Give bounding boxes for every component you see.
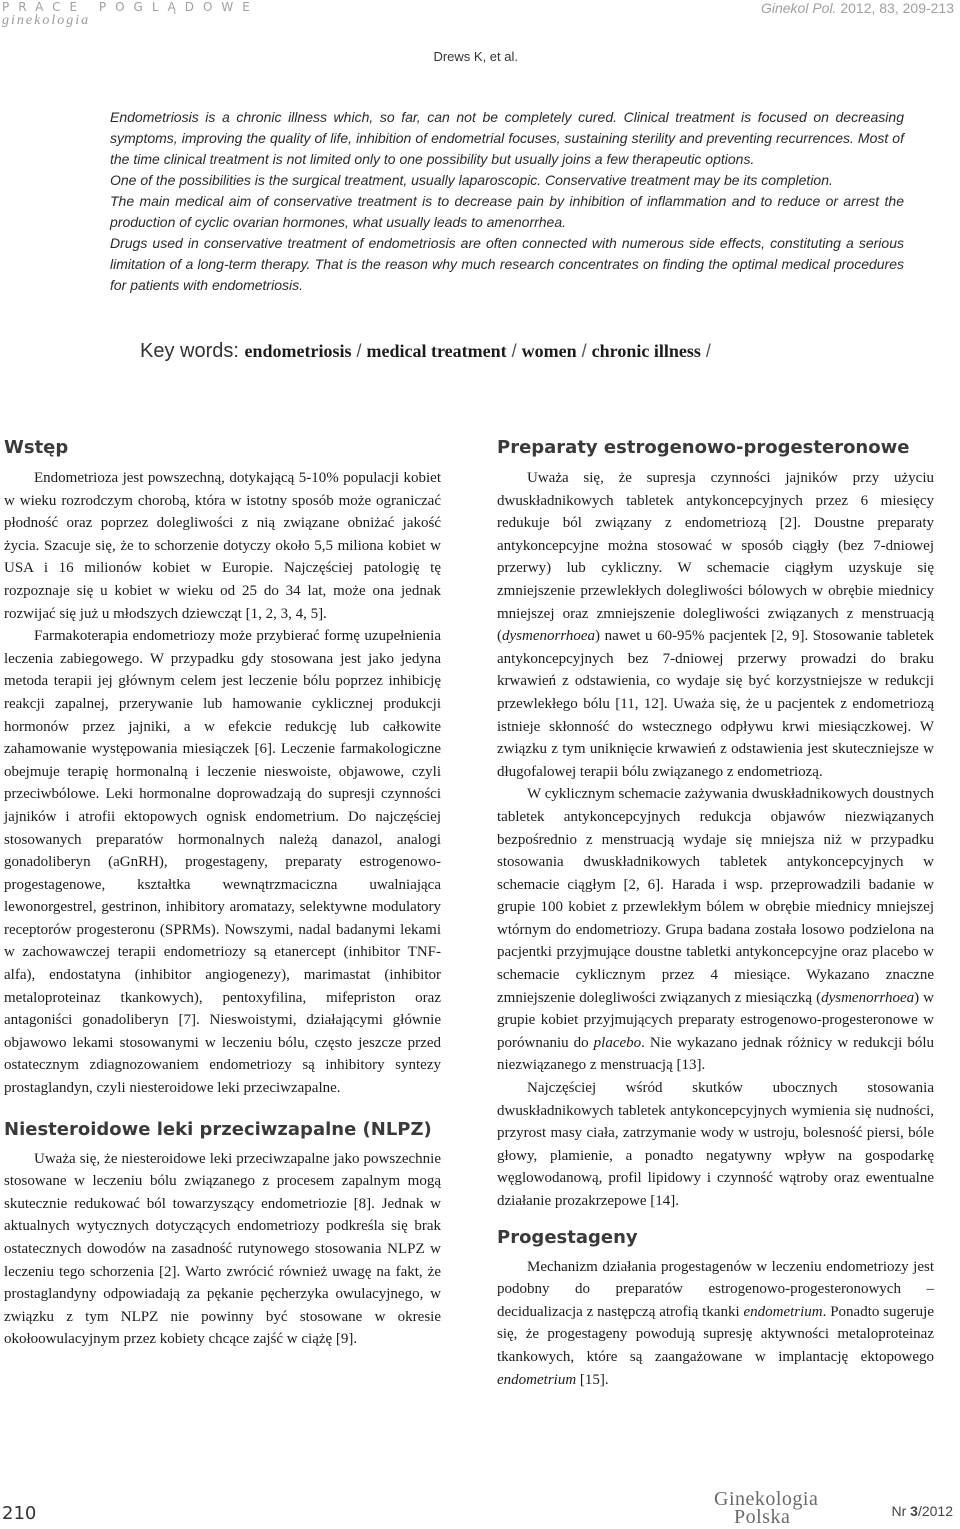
abstract-paragraph: Endometriosis is a chronic illness which, so far, can not be completely cured. Clinical treatment is focused on decreasing symptoms, improving the quality of life, inhibition of endometrial focuses, sustaining sterility and preventing recurrences. Most of the time clinical treatment is not limited only to one possibility but usually joins a few therapeutic options. <box>110 109 904 167</box>
text-run: W cyklicznym schemacie zażywania dwuskładnikowych doustnych tabletek antykoncepcyjnych redukcja objawów niezwiązanych bezpośrednio z menstruacją wydaje się mniejsza niż w przypadku stosowania dwuskładnikowych tabletek antykoncepcyjnych w schemacie ciągłym [2, 6]. Harada i wsp. przeprowadzili badanie w grupie 100 kobiet z przewlekłym bólem w obrębie miednicy mniejszej wtórnym do endometriozy. Grupa badana została losowo podzielona na pacjentki przyjmujące doustne tabletki antykoncepcyjne oraz placebo w schemacie cyklicznym przez 4 miesiące. Wykazano znaczne zmniejszenie dolegliwości związanych z miesiączką ( <box>497 786 934 1006</box>
keyword-separator: / <box>351 341 367 361</box>
logo-line: Polska <box>734 1506 791 1528</box>
body-paragraph: Farmakoterapia endometriozy może przybierać formę uzupełnienia leczenia zabiegowego. W przypadku gdy stosowana jest jako jedyna metoda terapii jej głównym celem jest leczenie bólu poprzez inhibicję reakcji zapalnej, przerywanie lub hamowanie cyklicznej produkcji hormonów przez jajniki, a w efekcie redukcję lub całkowite zahamowanie występowania miesiączek [6]. Leczenie farmakologiczne obejmuje terapię hormonalną i leczenie nieswoiste, objawowe, czyli przeciwbólowe. Leki hormonalne doprowadzają do supresji czynności jajników i atrofii ektopowych ognisk endometrium. Do najczęściej stosowanych preparatów hormonalnych należą danazol, analogi gonadoliberyn (aGnRH), progestageny, preparaty estrogenowo-progestagenowe, kształtka wewnątrzmaciczna uwalniająca lewonorgestrel, gestrinon, inhibitory aromatazy, selektywne modulatory receptorów progesteronu (SPRMs). Nowszymi, nadal badanymi lekami w zachowawczej terapii endometriozy są etanercept (inhibitor TNF-alfa), endostatyna (inhibitor angiogenezy), marimastat (inhibitor metaloproteinaz tkankowych), pentoxyfilina, mifepriston oraz antagoniści gonadoliberyn [7]. Nieswoistymi, działającymi głównie objawowo lekami stosowanymi w leczeniu bólu, często jeszcze przed ostatecznym zdiagnozowaniem endometriozy są inhibitory syntezy prostaglandyn, czyli niesteroidowe leki przeciwzapalne. <box>4 628 441 1097</box>
keyword: endometriosis <box>244 341 352 361</box>
keywords-label: Key words: <box>140 340 245 362</box>
section-heading-wstep: Wstęp <box>4 437 69 458</box>
body-paragraph <box>497 467 934 783</box>
citation-journal: Ginekol Pol. <box>760 0 837 16</box>
abstract-paragraph: The main medical aim of conservative treatment is to decrease pain by inhibition of inflammation and to reduce or arrest the production of cyclic ovarian hormones, what usually leads to amenorrhea. <box>110 193 904 230</box>
journal-logo <box>714 1490 818 1526</box>
body-paragraph <box>497 1256 934 1392</box>
body-paragraph: Endometrioza jest powszechną, dotykającą 5-10% populacji kobiet w wieku rozrodczym chorobą, która w istotny sposób może ograniczać płodność oraz poprzez dolegliwości z nią związane obniżać jakość życia. Szacuje się, że to schorzenie dotyczy około 5,5 miliona kobiet w USA i 16 milionów kobiet w Europie. Najczęściej patologię tę rozpoznaje się u kobiet w wieku od 25 do 34 lat, może ona jednak rozwijać się już u młodszych dziewcząt [1, 2, 3, 4, 5]. <box>4 470 441 622</box>
body-paragraph: Uważa się, że niesteroidowe leki przeciwzapalne jako powszechnie stosowane w leczeniu bólu związanego z procesem zapalnym mogą skutecznie redukować ból towarzyszący endometriozie [8]. Jednak w aktualnych wytycznych dotyczących endometriozy podkreśla się brak ostatecznych dowodów na zasadność rutynowego stosowania NLPZ w leczeniu tego schorzenia [2]. Warto zwrócić również uwagę na fakt, że prostaglandyny odpowiadają za pękanie pęcherzyka owulacyjnego, w związku z tym NLPZ nie powinny być stosowane w okresie okołoowulacyjnym przez kobiety chcące zajść w ciążę [9]. <box>4 1150 441 1348</box>
text-run: Mechanizm działania progestagenów w leczeniu endometriozy jest podobny do preparatów estrogenowo-progesteronowych – decidualizacja z następczą atrofią tkanki <box>497 1258 934 1320</box>
keywords <box>140 340 940 363</box>
latin-term: dysmenorrhoea <box>502 628 596 645</box>
keyword: medical treatment <box>366 341 507 361</box>
issue-number <box>891 1503 953 1519</box>
abstract <box>110 107 904 296</box>
latin-term: endometrium <box>497 1371 577 1388</box>
journal-name: ginekologia <box>2 13 91 28</box>
abstract-paragraph: One of the possibilities is the surgical treatment, usually laparoscopic. Conservative treatment may be its completion. <box>110 172 833 188</box>
keyword-separator: / <box>576 341 592 361</box>
keyword-separator: / <box>700 341 711 361</box>
authors: Drews K, et al. <box>433 49 518 64</box>
section-heading-estrogen-progesterone: Preparaty estrogenowo-progesteronowe <box>497 437 910 458</box>
abstract-paragraph: Drugs used in conservative treatment of endometriosis are often connected with numerous side effects, constituting a serious limitation of a long-term therapy. That is the reason why much research concentrates on finding the optimal medical procedures for patients with endometriosis. <box>110 235 904 293</box>
citation-details: 2012, 83, 209-213 <box>836 0 954 16</box>
page-number: 210 <box>2 1503 37 1524</box>
latin-term: dysmenorrhoea <box>821 989 915 1006</box>
series-label: PRACE POGLĄDOWE <box>2 0 259 14</box>
text-run: [15]. <box>576 1371 609 1388</box>
logo-line: Ginekologia <box>714 1488 819 1510</box>
text-run: Uważa się, że supresja czynności jajników przy użyciu dwuskładnikowych tabletek antykoncepcyjnych przez 6 miesięcy redukuje ból związany z endometriozą [2]. Doustne preparaty antykoncepcyjne można stosować w sposób ciągły (bez 7-dniowej przerwy) lub cykliczny. W schemacie ciągłym uzyskuje się zmniejszenie przewlekłych dolegliwości bólowych w obrębie miednicy mniejszej oraz zmniejszenie dolegliwości związanych z menstruacją ( <box>497 470 934 645</box>
body-paragraph <box>497 783 934 1077</box>
text-run: . Nie wykazano jednak różnicy w redukcji bólu niezwiązanego z menstruacją [13]. <box>497 1034 935 1074</box>
section-heading-progestageny: Progestageny <box>497 1226 638 1248</box>
issue-prefix: Nr <box>891 1503 911 1519</box>
text-run: ) w grupie kobiet przyjmujących preparaty estrogenowo-progesteronowe w porównaniu do <box>497 989 934 1051</box>
keyword: chronic illness <box>591 341 701 361</box>
latin-term: placebo <box>593 1034 642 1051</box>
text-run: . Ponadto sugeruje się, że progestageny powodują supresję aktywności metaloproteinaz tkankowych, które są zaangażowane w implantację ektopowego <box>497 1303 935 1365</box>
section-heading-nlpz: Niesteroidowe leki przeciwzapalne (NLPZ) <box>4 1118 432 1140</box>
body-paragraph: Najczęściej wśród skutków ubocznych stosowania dwuskładnikowych tabletek antykoncepcyjnych wymienia się nudności, przyrost masy ciała, zatrzymanie wody w ustroju, bolesność piersi, bóle głowy, plamienie, a ponadto negatywny wpływ na gospodarkę węglowodanową, profil lipidowy i czynność wątroby oraz ewentualne działanie prozakrzepowe [14]. <box>497 1080 934 1209</box>
issue-num: 3 <box>910 1503 918 1519</box>
text-run: ) nawet u 60-95% pacjentek [2, 9]. Stosowanie tabletek antykoncepcyjnych bez 7-dniowej przerwy prowadzi do braku krwawień z odstawienia, co wydaje się być korzystniejsze w redukcji przewlekłego bólu [11, 12]. Uważa się, że u pacjentek z endometriozą istnieje skłonność do wstecznego odpływu krwi miesiączkowej. W związku z tym uniknięcie krwawień z odstawienia jest skuteczniejsze w długofalowej terapii bólu związanego z endometriozą. <box>497 628 934 780</box>
citation <box>761 0 954 16</box>
keyword-separator: / <box>506 341 522 361</box>
right-column <box>497 437 934 1391</box>
left-column <box>4 437 441 1351</box>
keyword: women <box>521 341 577 361</box>
latin-term: endometrium <box>743 1303 823 1320</box>
issue-year: /2012 <box>917 1503 953 1519</box>
